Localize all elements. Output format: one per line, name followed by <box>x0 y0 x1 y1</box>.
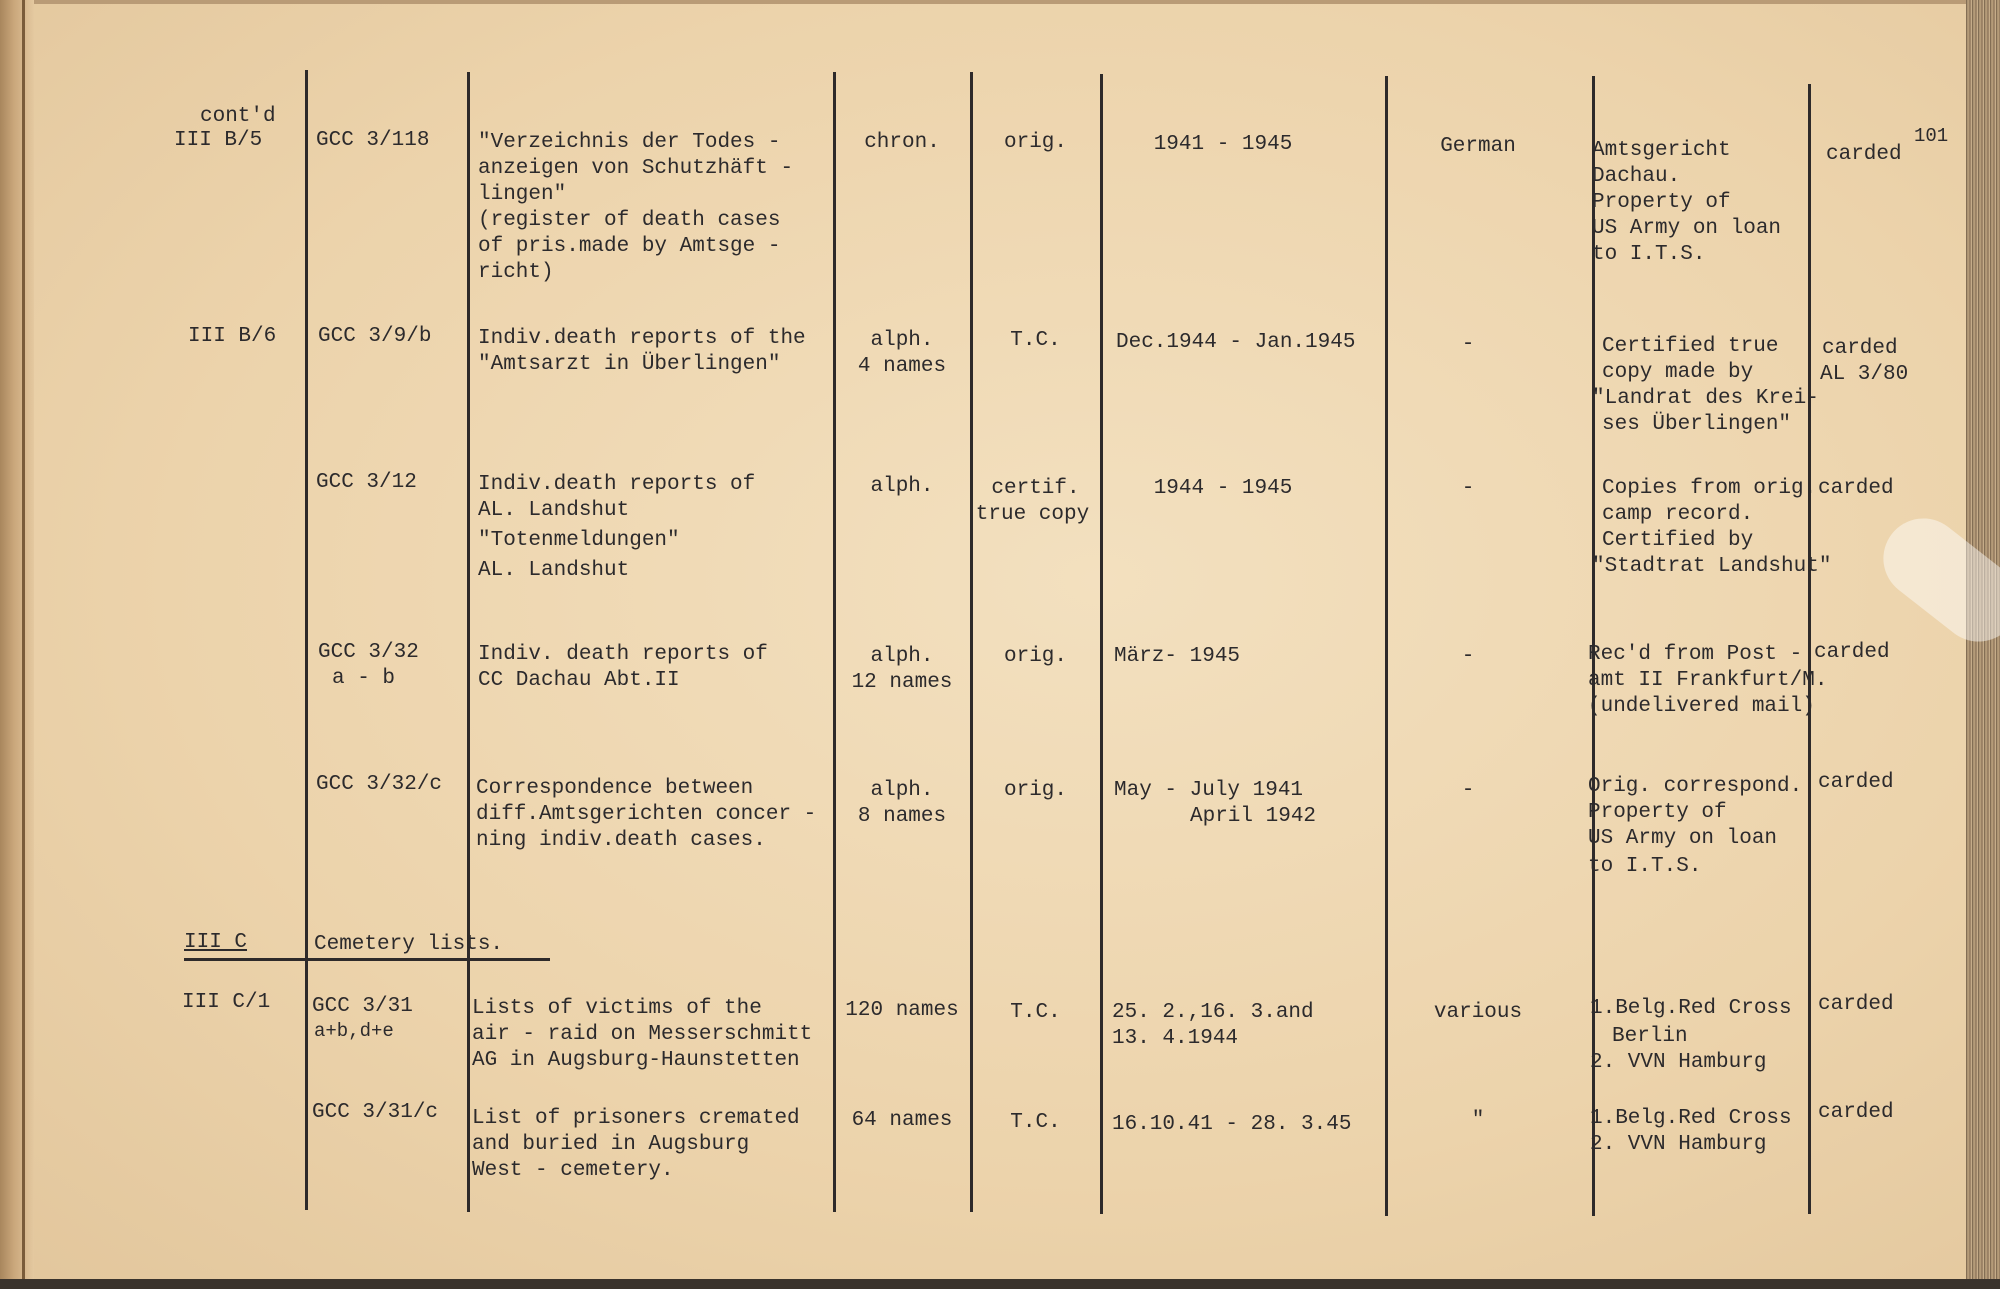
status-carded: carded <box>1822 337 1898 360</box>
source-note: to I.T.S. <box>1588 855 1702 878</box>
record-title: of pris.made by Amtsge - <box>478 235 781 258</box>
source-note: Copies from orig. <box>1602 477 1817 500</box>
reference-suffix: a+b,d+e <box>314 1020 394 1042</box>
period: 16.10.41 - 28. 3.45 <box>1112 1113 1352 1136</box>
continued-note: cont'd <box>200 105 276 128</box>
language: " <box>1471 1109 1485 1132</box>
arrangement: alph. <box>870 475 934 498</box>
document-type: T.C. <box>1010 1111 1061 1134</box>
source-note: "Stadtrat Landshut" <box>1592 555 1832 578</box>
section-code: III B/5 <box>174 129 263 152</box>
record-title: diff.Amtsgerichten concer - <box>476 803 817 826</box>
column-divider <box>833 72 836 1212</box>
reference-number: GCC 3/32 <box>318 641 419 664</box>
status-carded: carded <box>1818 993 1894 1016</box>
record-title: "Verzeichnis der Todes - <box>478 131 781 154</box>
record-title: anzeigen von Schutzhäft - <box>478 157 794 180</box>
source-note: 2. VVN Hamburg <box>1590 1133 1767 1156</box>
source-note: Property of <box>1592 191 1731 214</box>
status-carded: carded <box>1818 771 1894 794</box>
document-type: T.C. <box>1010 329 1061 352</box>
source-note: Rec'd from Post - <box>1588 643 1803 666</box>
section-code: III C/1 <box>182 991 271 1014</box>
period: 1941 - 1945 <box>1153 133 1293 156</box>
document-type: T.C. <box>1010 1001 1061 1024</box>
record-title: West - cemetery. <box>472 1159 674 1182</box>
source-note: US Army on loan <box>1588 827 1778 850</box>
page-bottom-edge <box>0 1279 2000 1289</box>
binding-fold <box>22 0 25 1289</box>
count: 8 names <box>857 805 947 828</box>
reference-number: GCC 3/9/b <box>318 325 432 348</box>
record-title: Correspondence between <box>476 777 754 800</box>
period: 13. 4.1944 <box>1112 1027 1239 1050</box>
arrangement: alph. <box>870 645 934 668</box>
record-title: CC Dachau Abt.II <box>478 669 680 692</box>
period: 25. 2.,16. 3.and <box>1112 1001 1314 1024</box>
reference-number: GCC 3/12 <box>316 471 417 494</box>
page-stack-edges <box>1966 0 2000 1289</box>
record-title: "Amtsarzt in Überlingen" <box>478 353 781 376</box>
record-title: richt) <box>478 261 554 284</box>
record-title: Lists of victims of the <box>472 997 762 1020</box>
reference-number: GCC 3/118 <box>316 129 430 152</box>
source-note: Berlin <box>1612 1025 1688 1048</box>
count: 64 names <box>851 1109 953 1132</box>
record-title: AL. Landshut <box>478 559 630 582</box>
source-note: 2. VVN Hamburg <box>1590 1051 1767 1074</box>
record-title: and buried in Augsburg <box>472 1133 750 1156</box>
section-code: III B/6 <box>188 325 277 348</box>
source-note: US Army on loan <box>1592 217 1782 240</box>
period: März- 1945 <box>1114 645 1241 668</box>
language: German <box>1440 135 1516 158</box>
arrangement: alph. <box>870 779 934 802</box>
reference-number: GCC 3/32/c <box>316 773 443 796</box>
column-divider <box>970 72 973 1212</box>
column-divider <box>1100 74 1103 1214</box>
record-title: lingen" <box>478 183 567 206</box>
source-note: to I.T.S. <box>1592 243 1706 266</box>
record-title: (register of death cases <box>478 209 781 232</box>
reference-suffix: a - b <box>332 667 396 690</box>
source-note: camp record. <box>1602 503 1754 526</box>
page-top-edge <box>0 0 2000 4</box>
record-title: ning indiv.death cases. <box>476 829 766 852</box>
status-carded: carded <box>1818 1101 1894 1124</box>
source-note: Amtsgericht <box>1592 139 1731 162</box>
count: 12 names <box>851 671 953 694</box>
book-binding <box>0 0 34 1289</box>
source-note: amt II Frankfurt/M. <box>1588 669 1828 692</box>
column-divider <box>305 70 308 1210</box>
source-note: Dachau. <box>1592 165 1681 188</box>
source-note: copy made by <box>1602 361 1754 384</box>
source-note: 1.Belg.Red Cross <box>1590 1107 1792 1130</box>
source-note: (undelivered mail) <box>1588 695 1815 718</box>
source-note: Property of <box>1588 801 1727 824</box>
language: - <box>1461 477 1475 500</box>
record-title: air - raid on Messerschmitt <box>472 1023 813 1046</box>
status-carded: carded <box>1818 477 1894 500</box>
period: 1944 - 1945 <box>1153 477 1293 500</box>
document-type: orig. <box>1003 645 1067 668</box>
source-note: "Landrat des Krei- <box>1592 387 1819 410</box>
language: various <box>1433 1001 1523 1024</box>
section-underline <box>184 958 550 961</box>
status-carded: carded <box>1814 641 1890 664</box>
status-reference: AL 3/80 <box>1820 363 1909 386</box>
record-title: AL. Landshut <box>478 499 630 522</box>
column-divider <box>467 72 470 1212</box>
count: 4 names <box>857 355 947 378</box>
section-header-code: III C <box>184 931 248 954</box>
period: Dec.1944 - Jan.1945 <box>1116 331 1356 354</box>
document-type: certif. <box>991 477 1080 500</box>
source-note: Certified by <box>1602 529 1754 552</box>
document-type: orig. <box>1003 131 1067 154</box>
source-note: ses Überlingen" <box>1602 413 1792 436</box>
record-title: "Totenmeldungen" <box>478 529 680 552</box>
page-number: 101 <box>1914 125 1949 147</box>
record-title: Indiv.death reports of <box>478 473 756 496</box>
document-type: true copy <box>975 503 1090 526</box>
record-title: AG in Augsburg-Haunstetten <box>472 1049 800 1072</box>
status-carded: carded <box>1826 143 1902 166</box>
source-note: Orig. correspond. <box>1588 775 1803 798</box>
reference-number: GCC 3/31/c <box>312 1101 439 1124</box>
record-title: Indiv.death reports of the <box>478 327 806 350</box>
reference-number: GCC 3/31 <box>312 995 413 1018</box>
arrangement: alph. <box>870 329 934 352</box>
count: 120 names <box>845 999 959 1022</box>
period: May - July 1941 <box>1114 779 1304 802</box>
section-header-title: Cemetery lists. <box>314 933 504 956</box>
source-note: 1.Belg.Red Cross <box>1590 997 1792 1020</box>
column-divider <box>1808 84 1811 1214</box>
language: - <box>1461 779 1475 802</box>
period: April 1942 <box>1190 805 1317 828</box>
arrangement: chron. <box>864 131 940 154</box>
record-title: Indiv. death reports of <box>478 643 768 666</box>
language: - <box>1461 645 1475 668</box>
document-type: orig. <box>1003 779 1067 802</box>
language: - <box>1461 333 1475 356</box>
source-note: Certified true <box>1602 335 1779 358</box>
record-title: List of prisoners cremated <box>472 1107 800 1130</box>
